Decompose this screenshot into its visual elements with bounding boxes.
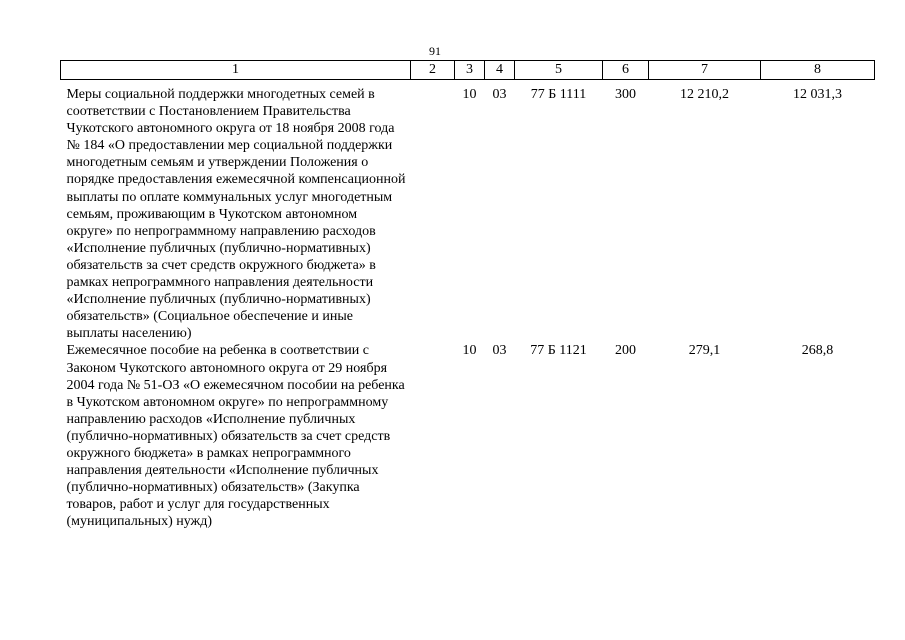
table-row (61, 80, 875, 343)
table-row (61, 342, 875, 530)
row-description: Меры социальной поддержки многодетных семей в соответствии с Постановлением Правительства Чукотского автономного округа от 18 ноября 2008 года № 184 «О предоставлении мер социальной поддержки многодетным семьям и утверждении Положения о порядке предоставления ежемесячной компенсационной выплаты по оплате коммунальных услуг многодетным семьям, проживающим в Чукотском автономном округе» по непрограммному направлению расходов «Исполнение публичных (публично-нормативных) обязательств за счет средств окружного бюджета» в рамках непрограммного направления деятельности «Исполнение публичных (публично-нормативных) обязательств» (Социальное обеспечение и иные выплаты населению) (66, 87, 406, 342)
header-col-7: 7 (649, 61, 761, 80)
row-target-article: 77 Б 1111 (530, 87, 587, 102)
row-expense-type: 200 (615, 343, 636, 359)
page-number: 91 (429, 44, 441, 58)
header-col-8: 8 (761, 61, 875, 80)
row-subsection: 03 (492, 87, 507, 102)
row-amount-actual: 12 031,3 (793, 87, 842, 102)
table-header-row (61, 61, 875, 80)
row-section: 10 (462, 343, 477, 359)
header-col-5: 5 (515, 61, 603, 80)
budget-table (60, 60, 875, 530)
row-col-2 (411, 342, 455, 530)
row-subsection: 03 (492, 343, 507, 359)
row-amount-plan: 279,1 (688, 343, 721, 359)
row-description: Ежемесячное пособие на ребенка в соответствии с Законом Чукотского автономного округа от 29 ноября 2004 года № 51-ОЗ «О ежемесячном пособии на ребенка в Чукотском автономном округе» по непрограммному направлению расходов «Исполнение публичных (публично-нормативных) обязательств за счет средств окружного бюджета» в рамках непрограммного направления деятельности «Исполнение публичных (публично-нормативных) обязательств» (Закупка товаров, работ и услуг для государственных (муниципальных) нужд) (66, 343, 405, 530)
header-col-4: 4 (485, 61, 515, 80)
row-col-2 (411, 80, 455, 343)
row-section: 10 (462, 87, 477, 102)
row-expense-type: 300 (615, 87, 636, 102)
header-col-3: 3 (455, 61, 485, 80)
row-target-article: 77 Б 1121 (530, 343, 587, 359)
row-amount-plan: 12 210,2 (680, 87, 729, 102)
header-col-2: 2 (411, 61, 455, 80)
row-amount-actual: 268,8 (801, 343, 834, 359)
header-col-6: 6 (603, 61, 649, 80)
header-col-1: 1 (61, 61, 411, 80)
